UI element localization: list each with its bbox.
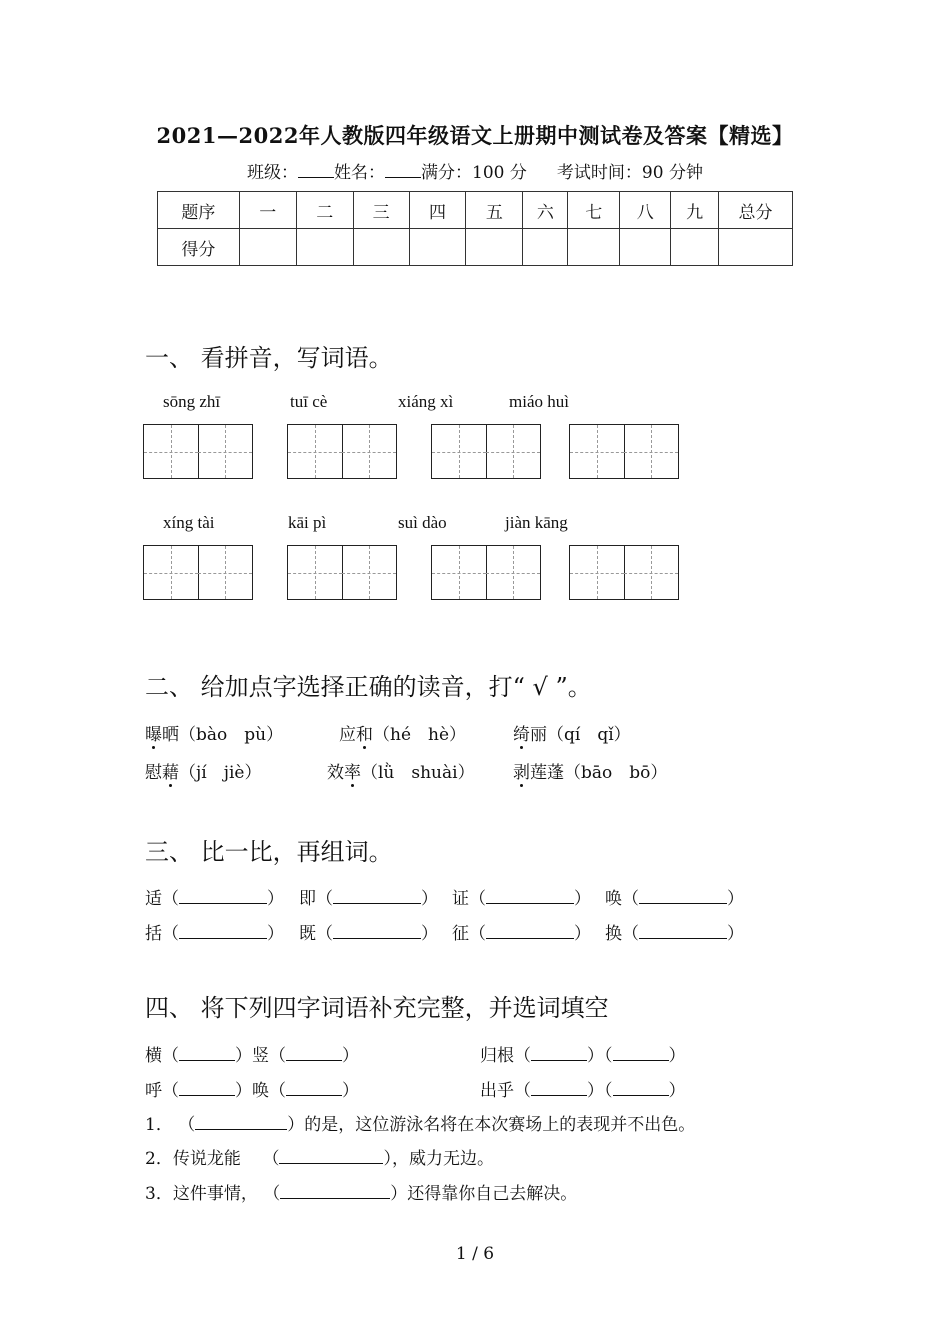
sentence-text: 还得靠你自己去解决。: [407, 1184, 578, 1204]
item-prefix: 效: [327, 763, 344, 783]
reading-item[interactable]: [513, 720, 631, 745]
compare-item[interactable]: 既（ ）: [299, 924, 438, 944]
compare-item[interactable]: 征（ ）: [452, 924, 591, 944]
item-options: （lǜ shuài）: [361, 763, 475, 783]
reading-item[interactable]: [339, 720, 466, 745]
score-header-cell: 三: [353, 192, 409, 229]
tianzige-box[interactable]: [431, 424, 541, 479]
pinyin: miáo huì: [509, 392, 569, 411]
fill-sentence-3[interactable]: 3．这件事情， （ ）还得靠你自己去解决。: [145, 1184, 578, 1204]
score-header-cell: 六: [523, 192, 568, 229]
dotted-char: 曝: [145, 720, 162, 745]
compare-char: 括: [145, 924, 162, 944]
tianzige-box[interactable]: [143, 545, 253, 600]
class-blank[interactable]: [298, 163, 334, 178]
compare-item[interactable]: 唤（ ）: [605, 889, 744, 909]
idiom-char: 归根: [480, 1046, 514, 1066]
compare-char: 既: [299, 924, 316, 944]
idiom-char: 出乎: [480, 1081, 514, 1101]
compare-item[interactable]: 即（ ）: [299, 889, 438, 909]
compare-char: 证: [452, 889, 469, 909]
pinyin: kāi pì: [288, 513, 327, 532]
tianzige-box[interactable]: [287, 424, 397, 479]
sentence-text: 2．传说龙能: [145, 1149, 241, 1169]
section-4-title: 四、 将下列四字词语补充完整，并选词填空: [145, 994, 609, 1022]
pinyin: xíng tài: [163, 513, 215, 532]
sentence-text: 3．这件事情，: [145, 1184, 258, 1204]
q-number: 1．: [145, 1115, 173, 1135]
dotted-char: 和: [356, 720, 373, 745]
item-options: （jí jiè）: [179, 763, 262, 783]
compare-item[interactable]: 证（ ）: [452, 889, 591, 909]
fill-sentence-1[interactable]: 1． （ ）的是，这位游泳名将在本次赛场上的表现并不出色。: [145, 1115, 696, 1135]
compare-item[interactable]: 括（ ）: [145, 924, 284, 944]
score-header-cell: 七: [568, 192, 620, 229]
score-cell[interactable]: [568, 229, 620, 266]
idiom-fill[interactable]: 横（ ）竖（ ）: [145, 1046, 359, 1066]
score-header-cell: 九: [671, 192, 719, 229]
page-number: 1 / 6: [455, 1244, 495, 1264]
score-header-cell: 八: [620, 192, 671, 229]
score-header-cell: 五: [466, 192, 523, 229]
item-options: 丽（qí qǐ）: [530, 725, 631, 745]
score-header-cell: 一: [239, 192, 296, 229]
idiom-char: 竖: [252, 1046, 269, 1066]
dotted-char: 率: [344, 758, 361, 783]
page-title: 2021—2022年人教版四年级语文上册期中测试卷及答案【精选】: [156, 123, 794, 148]
compare-item[interactable]: 换（ ）: [605, 924, 744, 944]
idiom-char: 横: [145, 1046, 162, 1066]
sentence-text: 的是，这位游泳名将在本次赛场上的表现并不出色。: [304, 1115, 696, 1135]
score-row-label: 得分: [158, 229, 240, 266]
score-table: [157, 191, 793, 266]
pinyin: jiàn kāng: [505, 513, 568, 532]
score-cell[interactable]: [409, 229, 466, 266]
score-cell[interactable]: [353, 229, 409, 266]
compare-item[interactable]: 适（ ）: [145, 889, 284, 909]
pinyin: suì dào: [398, 513, 447, 532]
compare-char: 征: [452, 924, 469, 944]
idiom-fill[interactable]: 归根（ ）（ ）: [480, 1046, 686, 1066]
item-options: 莲蓬（bāo bō）: [530, 763, 668, 783]
compare-char: 即: [299, 889, 316, 909]
exam-meta: [0, 158, 950, 183]
score-cell[interactable]: [719, 229, 793, 266]
section-3-title: 三、 比一比，再组词。: [145, 838, 393, 866]
idiom-char: 唤: [252, 1081, 269, 1101]
score-header-cell: 题序: [158, 192, 240, 229]
score-cell[interactable]: [620, 229, 671, 266]
class-label: 班级：: [247, 163, 299, 183]
score-header-row: [158, 192, 793, 229]
score-cell[interactable]: [466, 229, 523, 266]
tianzige-box[interactable]: [569, 545, 679, 600]
item-options: （hé hè）: [373, 725, 467, 745]
name-blank[interactable]: [385, 163, 421, 178]
reading-item[interactable]: [513, 758, 667, 783]
full-score: 满分：100 分: [421, 163, 527, 183]
idiom-fill[interactable]: 呼（ ）唤（ ）: [145, 1081, 359, 1101]
idiom-char: 呼: [145, 1081, 162, 1101]
section-2-title: 二、 给加点字选择正确的读音，打“ √ ”。: [145, 673, 592, 701]
exam-time: 考试时间：90 分钟: [556, 163, 703, 183]
score-cell[interactable]: [671, 229, 719, 266]
item-prefix: 慰: [145, 763, 162, 783]
score-header-cell: 四: [409, 192, 466, 229]
dotted-char: 剥: [513, 758, 530, 783]
compare-char: 适: [145, 889, 162, 909]
score-header-cell: 二: [296, 192, 353, 229]
fill-sentence-2[interactable]: 2．传说龙能 （ ），威力无边。: [145, 1149, 494, 1169]
dotted-char: 绮: [513, 720, 530, 745]
score-row: [158, 229, 793, 266]
score-header-cell: 总分: [719, 192, 793, 229]
tianzige-box[interactable]: [431, 545, 541, 600]
idiom-fill[interactable]: 出乎（ ）（ ）: [480, 1081, 686, 1101]
tianzige-box[interactable]: [287, 545, 397, 600]
tianzige-box[interactable]: [569, 424, 679, 479]
reading-item[interactable]: [145, 720, 283, 745]
name-label: 姓名：: [334, 163, 386, 183]
compare-char: 唤: [605, 889, 622, 909]
pinyin: tuī cè: [290, 392, 328, 411]
item-options: 晒（bào pù）: [162, 725, 284, 745]
section-1-title: 一、 看拼音，写词语。: [145, 344, 393, 372]
score-cell[interactable]: [296, 229, 353, 266]
tianzige-box[interactable]: [143, 424, 253, 479]
dotted-char: 藉: [162, 758, 179, 783]
pinyin: xiáng xì: [398, 392, 454, 411]
sentence-text: ，威力无边。: [391, 1149, 494, 1169]
score-cell[interactable]: [523, 229, 568, 266]
compare-char: 换: [605, 924, 622, 944]
item-prefix: 应: [339, 725, 356, 745]
reading-item[interactable]: [145, 758, 261, 783]
pinyin: sōng zhī: [163, 392, 221, 411]
reading-item[interactable]: [327, 758, 475, 783]
score-cell[interactable]: [239, 229, 296, 266]
